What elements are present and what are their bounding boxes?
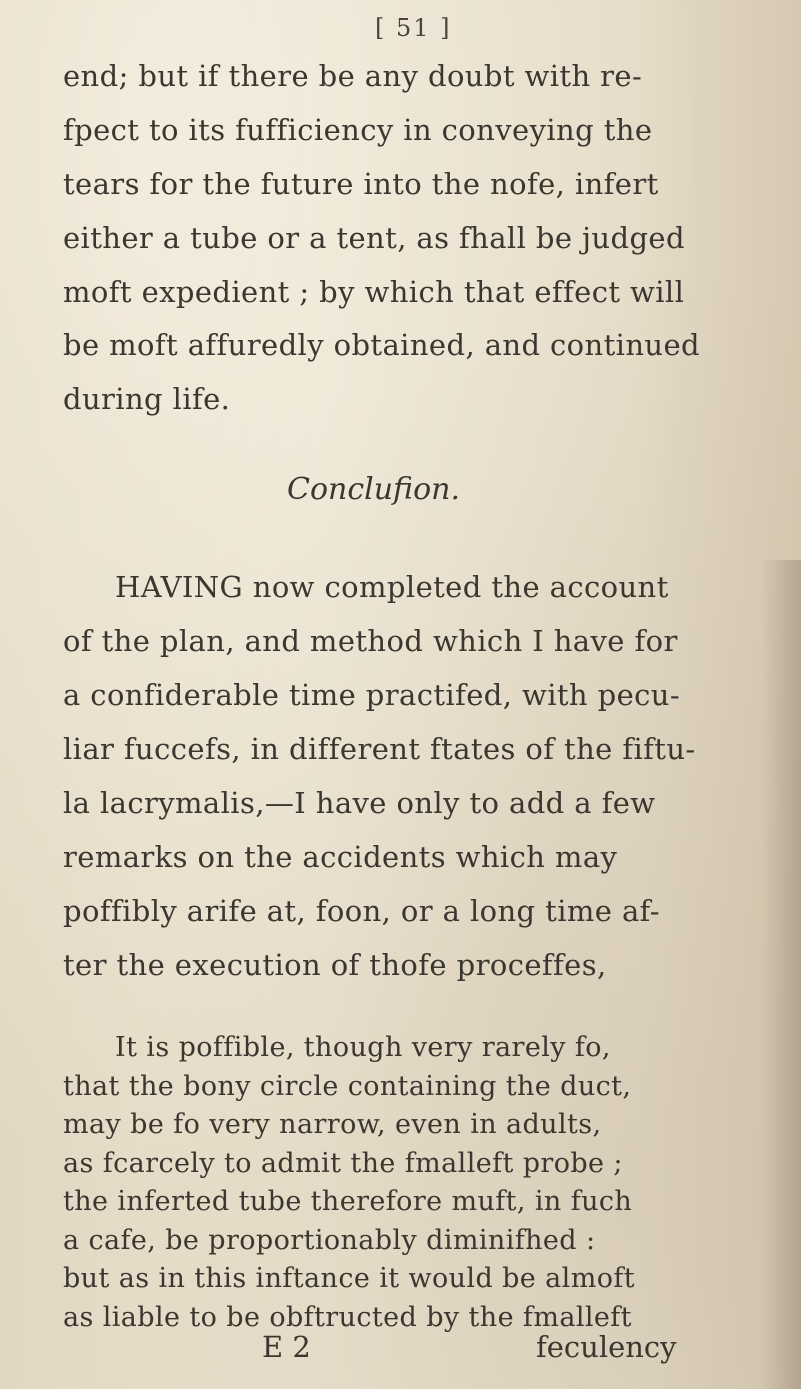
section-heading: Conclufion. [287, 472, 460, 507]
text-line: remarks on the accidents which may [63, 840, 618, 874]
text-line: during life. [63, 382, 231, 416]
text-line: as liable to be obftructed by the fmalleft [63, 1301, 632, 1333]
text-line: of the plan, and method which I have for [63, 624, 678, 658]
text-line: a confiderable time practifed, with pecu- [63, 678, 681, 712]
page-number: [ 51 ] [375, 14, 452, 42]
text-line: ter the execution of thofe proceffes, [63, 948, 607, 982]
text-line: the inferted tube therefore muft, in fuch [63, 1186, 633, 1217]
signature-mark: E 2 [262, 1330, 311, 1364]
text-line: a cafe, be proportionably diminifhed : [63, 1224, 596, 1256]
text-line: fpect to its fufficiency in conveying the [63, 113, 653, 147]
text-line: end; but if there be any doubt with re- [63, 59, 643, 93]
page-edge-shadow [761, 560, 801, 1389]
text-line: la lacrymalis,—I have only to add a few [63, 786, 656, 820]
text-line: may be fo very narrow, even in adults, [63, 1109, 602, 1140]
text-line: tears for the future into the nofe, infert [63, 167, 659, 201]
text-line: HAVING now completed the account [115, 570, 669, 604]
text-line: poffibly arife at, foon, or a long time af- [63, 894, 660, 928]
text-line: as fcarcely to admit the fmalleft probe ; [63, 1147, 623, 1179]
text-line: moft expedient ; by which that effect will [63, 275, 685, 309]
catchword: feculency [536, 1330, 677, 1364]
text-line: It is poffible, though very rarely fo, [115, 1032, 611, 1063]
text-line: liar fuccefs, in different ftates of the fiftu- [63, 732, 696, 766]
text-line: but as in this inftance it would be almoft [63, 1263, 636, 1294]
text-line: either a tube or a tent, as fhall be judged [63, 221, 685, 255]
text-line: be moft affuredly obtained, and continued [63, 328, 701, 362]
text-line: that the bony circle containing the duct, [63, 1070, 632, 1102]
